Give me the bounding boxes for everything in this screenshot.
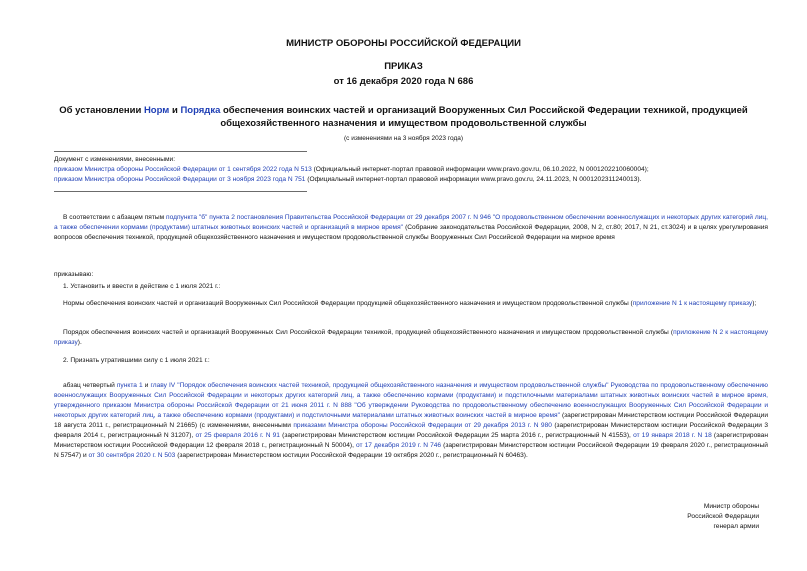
order-18-link[interactable]: от 19 января 2018 г. N 18 xyxy=(633,432,712,439)
invalid-text-5: (зарегистрирован Министерством юстиции Российской Федерации 25 марта 2016 г., регистрационный N 41553), xyxy=(279,432,634,439)
signature-block xyxy=(687,502,759,532)
divider-top xyxy=(54,151,307,152)
invalid-text-4: (зарегистрирован Министерством юстиции Российской Федерации 3 февраля 2014 г., регистрационный N 31207), xyxy=(54,422,769,439)
invalid-text-8: (зарегистрирован Министерством юстиции Российской Федерации 19 октября 2020 г., регистрационный N 60463). xyxy=(175,452,528,459)
doc-type-heading: ПРИКАЗ xyxy=(384,61,423,72)
norms-paragraph xyxy=(54,299,768,309)
appendix-1-link[interactable]: приложение N 1 к настоящему приказу xyxy=(632,300,753,307)
procedure-paragraph xyxy=(54,328,768,348)
title-rest: обеспечения воинских частей и организаций Вооруженных Сил Российской Федерации техникой, продукцией общехозяйственного назначения и имуществом продовольственной службы xyxy=(220,105,748,129)
invalid-text-1: абзац четвертый xyxy=(63,382,117,389)
resolution-946-link[interactable]: подпункта "б" пункта 2 постановления Правительства Российской Федерации от 29 декабря 2007 г. N 946 "О продовольственном обеспечении военнослужащих и некоторых других категорий лиц, а также обеспечении кормами (продуктами) штатных животных воинских частей и организаций в мирное время" xyxy=(54,214,768,231)
clause-1-link[interactable]: пункта 1 xyxy=(116,382,143,389)
invalid-text-3: (зарегистрирован Министерством юстиции Российской Федерации 18 августа 2011 г., регистрационный N 21665) (с изменениями, внесенными xyxy=(54,412,768,429)
signature-line-2: Российской Федерации xyxy=(687,513,759,520)
amendment-2-link[interactable]: приказом Министра обороны Российской Федерации от 3 ноября 2023 года N 751 xyxy=(54,176,306,183)
procedure-link[interactable]: Порядка xyxy=(180,105,221,116)
ministry-heading: МИНИСТР ОБОРОНЫ РОССИЙСКОЙ ФЕДЕРАЦИИ xyxy=(286,38,521,49)
amendment-item xyxy=(54,165,768,175)
order-503-link[interactable]: от 30 сентября 2020 г. N 503 xyxy=(88,452,176,459)
signature-line-3: генерал армии xyxy=(713,523,759,530)
basis-text-1: В соответствии с абзацем пятым xyxy=(63,214,167,221)
order-91-link[interactable]: от 25 февраля 2016 г. N 91 xyxy=(195,432,280,439)
amendment-1-link[interactable]: приказом Министра обороны Российской Федерации от 1 сентября 2022 года N 513 xyxy=(54,166,312,173)
appendix-2-link[interactable]: приложение N 2 к настоящему приказу xyxy=(54,329,768,346)
invalidated-paragraph xyxy=(54,381,768,461)
amendment-1-source: (Официальный интернет-портал правовой информации www.pravo.gov.ru, 06.10.2022, N 0001202210060004); xyxy=(311,166,649,173)
invalid-text-7: (зарегистрирован Министерством юстиции Российской Федерации 19 февраля 2020 г., регистрационный N 57547) и xyxy=(54,442,768,459)
amendment-item xyxy=(54,175,768,185)
changes-note: (с изменениями на 3 ноября 2023 года) xyxy=(343,135,464,142)
orders-line: приказываю: xyxy=(54,271,94,278)
invalid-text-2: и xyxy=(142,382,151,389)
chapter-iv-link[interactable]: главу IV "Порядок обеспечения воинских частей техникой, продукцией общехозяйственного назначения и имуществом продовольственной службы" Руководства по продовольственному обеспечению военнослужащих Вооруженных Сил Российской Федерации и некоторых других категорий лиц, а также обеспечению кормами (продуктами) и подстилочными материалами штатных животных воинских частей в мирное время, утвержденного приказом Министра обороны Российской Федерации от 21 июня 2011 г. N 888 "Об утверждении Руководства по продовольственному обеспечению военнослужащих Вооруженных Сил Российской Федерации и некоторых других категорий лиц, а также обеспечению кормами (продуктами) и подстилочными материалами штатных животных воинских частей в мирное время" xyxy=(54,382,768,419)
item-2: 2. Признать утратившими силу с 1 июля 2021 г.: xyxy=(63,357,210,364)
doc-date-number: от 16 декабря 2020 года N 686 xyxy=(333,76,474,87)
order-746-link[interactable]: от 17 декабря 2019 г. N 746 xyxy=(356,442,442,449)
norms-text-1: Нормы обеспечения воинских частей и организаций Вооруженных Сил Российской Федерации продукцией общехозяйственного назначения и имуществом продовольственной службы ( xyxy=(63,300,633,307)
signature-line-1: Министр обороны xyxy=(703,503,759,510)
invalid-text-6: (зарегистрирован Министерством юстиции Российской Федерации 12 февраля 2018 г., регистрационный N 50004), xyxy=(54,432,768,449)
amendment-2-source: (Официальный интернет-портал правовой информации www.pravo.gov.ru, 24.11.2023, N 0001202311240013). xyxy=(305,176,642,183)
norms-link[interactable]: Норм xyxy=(143,105,170,116)
order-980-link[interactable]: приказами Министра обороны Российской Федерации от 29 декабря 2013 г. N 980 xyxy=(293,422,552,429)
title-and: и xyxy=(169,105,181,116)
item-1: 1. Установить и ввести в действие с 1 июля 2021 г.: xyxy=(63,283,221,290)
divider-bottom xyxy=(54,191,307,192)
document-title xyxy=(40,104,767,130)
title-prefix: Об установлении xyxy=(59,105,144,116)
procedure-text-2: ). xyxy=(77,339,82,346)
basis-text-2: (Собрание законодательства Российской Федерации, 2008, N 2, ст.80; 2017, N 21, ст.3024) и в целях урегулирования вопросов обеспечения техникой, продукцией общехозяйственного назначения и имуществом продовольственной службы Вооруженных Сил Российской Федерации на мирное время xyxy=(54,224,768,241)
amendments-intro: Документ с изменениями, внесенными: xyxy=(54,156,176,163)
amendments-block xyxy=(54,155,768,185)
basis-paragraph xyxy=(54,213,768,243)
norms-text-2: ); xyxy=(752,300,757,307)
procedure-text-1: Порядок обеспечения воинских частей и организаций Вооруженных Сил Российской Федерации техникой, продукцией общехозяйственного назначения и имуществом продовольственной службы ( xyxy=(63,329,674,336)
